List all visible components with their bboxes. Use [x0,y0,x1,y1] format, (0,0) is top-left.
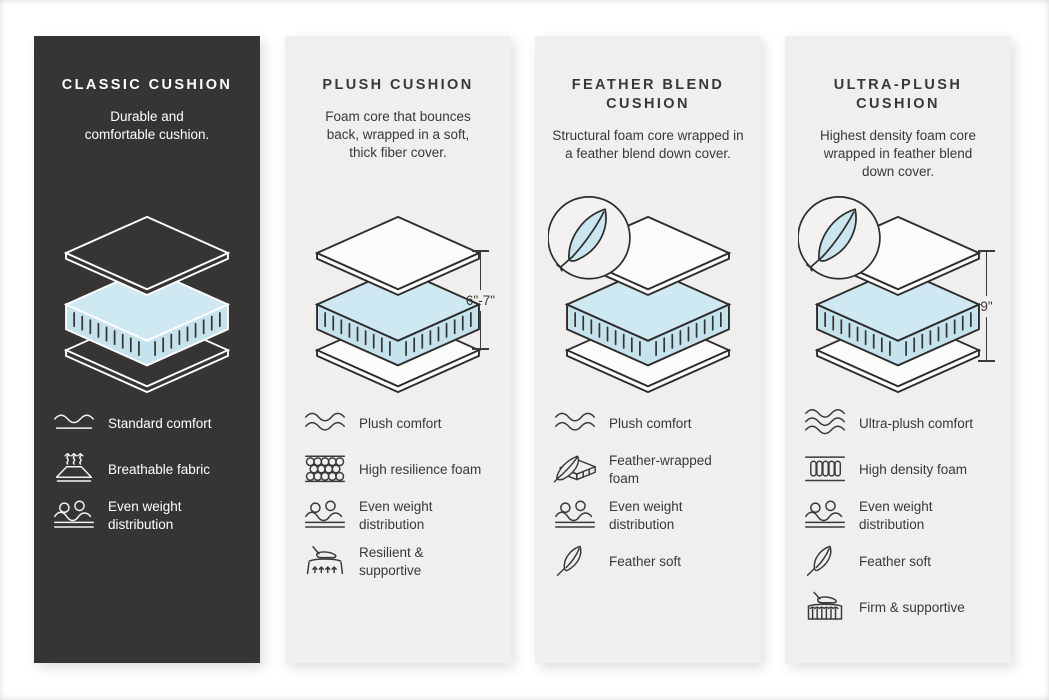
feature-list [303,403,503,587]
comfort-wave-single-icon [52,407,96,440]
feature-row [803,449,1003,490]
feature-list [52,403,252,541]
comfort-wave-double-icon [303,407,347,440]
card-description: Foam core that bounces back, wrapped in a soft, thick fiber cover. [325,109,471,160]
card-title: FEATHER BLEND CUSHION [571,77,725,113]
feature-row [52,403,252,444]
feature-row [303,403,503,444]
feature-list [553,403,753,587]
height-measurement [978,250,995,362]
feature-row [803,403,1003,444]
feature-row [553,449,753,490]
feature-icon [803,453,847,486]
feature-label: Feather soft [859,553,932,569]
feature-row [303,449,503,490]
feature-icon [303,407,347,440]
measurement-label: 9" [980,298,993,314]
comfort-wave-triple-icon [803,407,847,440]
feature-row [803,495,1003,536]
card-title: ULTRA-PLUSH CUSHION [833,77,963,113]
even-weight-distribution-icon [803,499,847,532]
measure-cap-bottom-icon [978,360,995,362]
breathable-fabric-icon [52,453,96,486]
feature-label: Even weight distribution [108,498,182,532]
top-layer [66,217,228,289]
feature-row [553,495,753,536]
measure-line [986,317,988,361]
cushion-diagram [798,192,998,396]
feature-icon [553,407,597,440]
high-resilience-foam-icon [303,453,347,486]
measurement-label: 6"-7" [465,292,495,308]
feature-icon [52,499,96,532]
feature-icon [803,499,847,532]
feature-icon [553,545,597,578]
feature-icon [803,407,847,440]
card-classic-cushion [34,36,260,663]
feature-label: Feather soft [609,553,682,569]
feature-label: Ultra-plush comfort [859,415,974,431]
feature-icon [553,499,597,532]
feature-label: Resilient & supportive [359,544,424,578]
feature-label: Feather-wrapped foam [609,452,712,486]
feather-soft-icon [553,545,597,578]
feature-row [303,541,503,582]
resilient-supportive-icon [303,545,347,578]
feature-label: Even weight distribution [359,498,433,532]
feature-row [803,587,1003,628]
feature-row [52,449,252,490]
feather-badge-icon [798,197,880,279]
cushion-layers-illustration [548,192,748,398]
feature-icon [803,591,847,624]
feature-row [553,403,753,444]
feature-list [803,403,1003,633]
feather-soft-icon [803,545,847,578]
feature-icon [52,453,96,486]
card-description: Durable and comfortable cushion. [84,109,210,142]
feature-icon [52,407,96,440]
feature-row [52,495,252,536]
feature-label: Firm & supportive [859,599,965,615]
feather-wrapped-foam-icon [553,453,597,486]
feature-icon [303,453,347,486]
feature-row [303,495,503,536]
cushion-layers-illustration [798,192,998,398]
card-title: PLUSH CUSHION [322,77,474,93]
feature-label: Plush comfort [359,415,442,431]
feature-label: Standard comfort [108,415,212,431]
feature-row [553,541,753,582]
cushion-diagram [548,192,748,396]
cushion-diagram [47,192,247,396]
measure-line [480,252,482,290]
height-measurement [466,250,495,350]
comfort-wave-double-icon [553,407,597,440]
feature-label: Breathable fabric [108,461,211,477]
feature-icon [803,545,847,578]
feature-icon [303,545,347,578]
cushion-layers-illustration [47,192,247,398]
feature-row [803,541,1003,582]
feature-icon [303,499,347,532]
card-ultra-plush-cushion [785,36,1011,663]
feature-label: High resilience foam [359,461,482,477]
measure-cap-bottom-icon [472,348,489,350]
even-weight-distribution-icon [303,499,347,532]
card-title: CLASSIC CUSHION [61,77,233,93]
card-feather-blend-cushion [535,36,761,663]
even-weight-distribution-icon [52,499,96,532]
measure-line [480,311,482,349]
measure-line [986,252,988,296]
feather-badge-icon [548,197,630,279]
feature-icon [553,453,597,486]
feature-label: Plush comfort [609,415,692,431]
feature-label: Even weight distribution [859,498,933,532]
feature-label: High density foam [859,461,968,477]
even-weight-distribution-icon [553,499,597,532]
top-layer [317,217,479,289]
high-density-foam-icon [803,453,847,486]
card-description: Structural foam core wrapped in a feather blend down cover. [552,128,744,162]
feature-label: Even weight distribution [609,498,683,532]
card-plush-cushion [285,36,511,663]
card-description: Highest density foam core wrapped in feather blend down cover. [819,128,977,179]
firm-supportive-icon [803,591,847,624]
